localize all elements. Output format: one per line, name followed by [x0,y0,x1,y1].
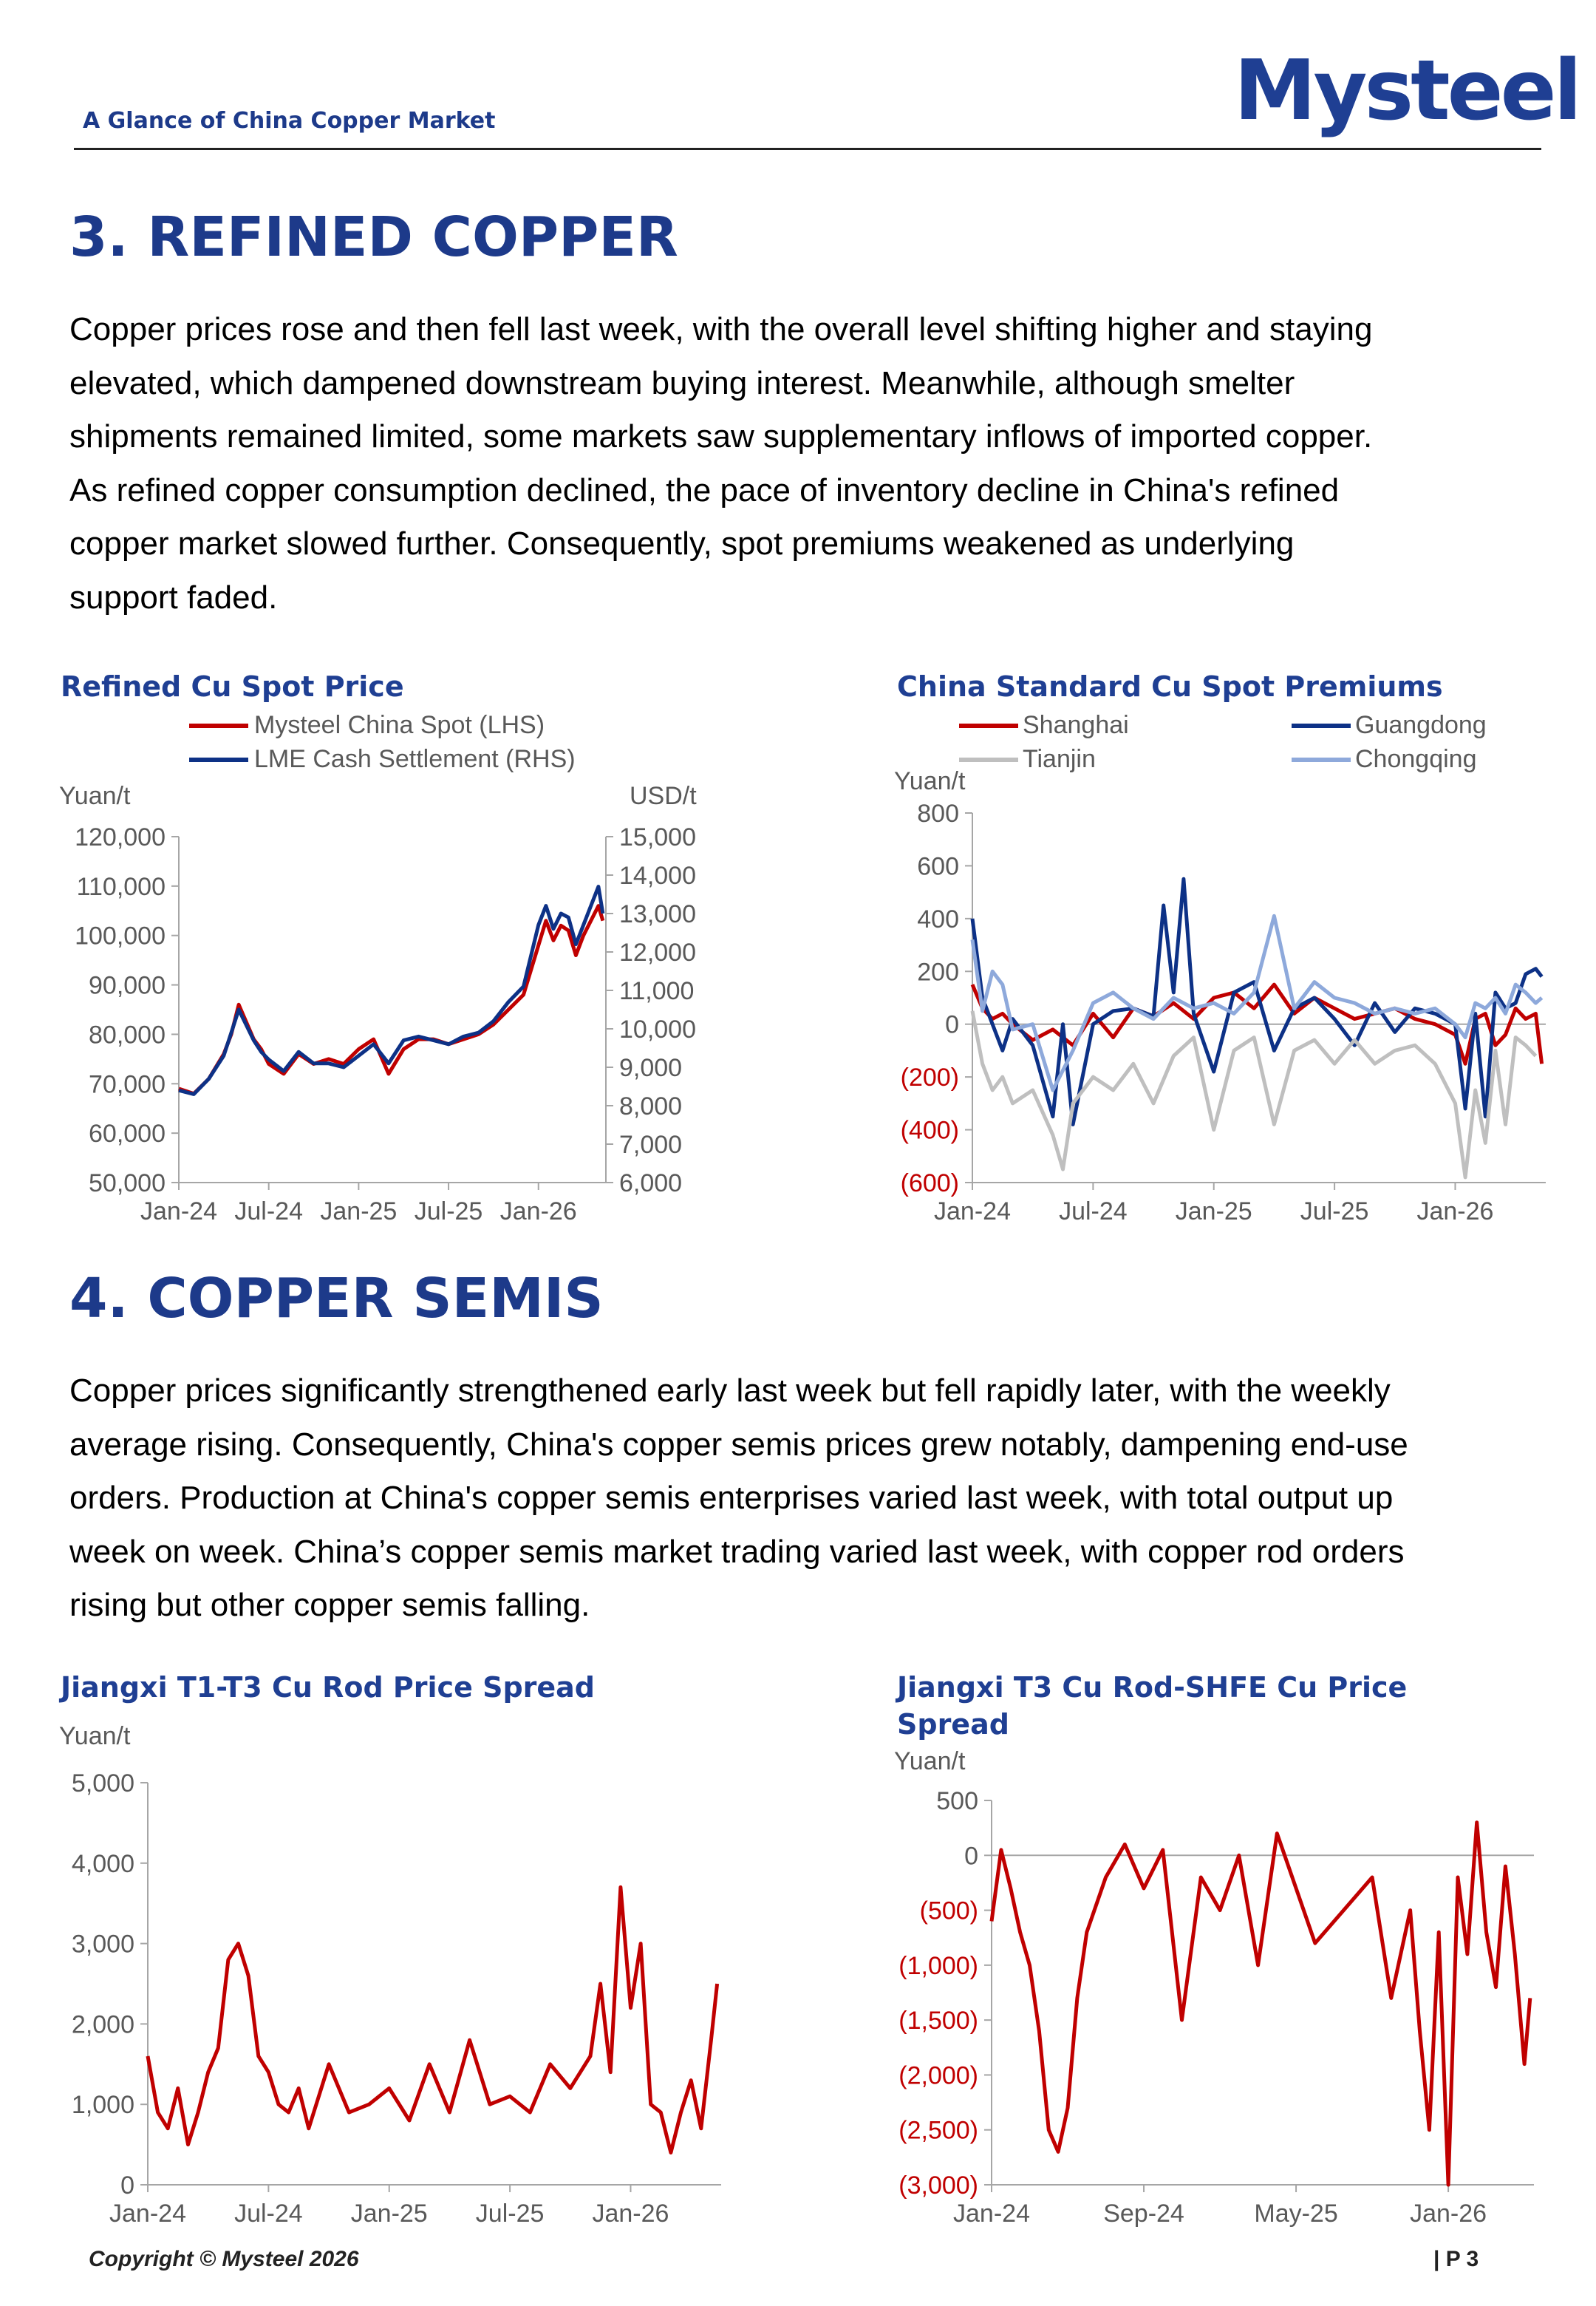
y-tick-label: 90,000 [89,971,166,1000]
header-divider [74,148,1541,150]
series-line-mysteel-china-spot-lhs [179,906,603,1094]
series-line-spread [992,1823,1530,2185]
y-tick-label: (1,000) [898,1951,978,1980]
paragraph-line: As refined copper consumption declined, the pace of inventory decline in China's refined [69,472,1340,509]
y-unit: Yuan/t [59,1722,131,1750]
report-title: A Glance of China Copper Market [83,108,496,134]
paragraph-line: copper market slowed further. Consequently, spot premiums weakened as underlying [69,526,1295,562]
y-tick-label: (200) [900,1064,959,1092]
copyright: Copyright © Mysteel 2026 [89,2247,359,2271]
y-tick-label: 2,000 [71,2010,134,2039]
y-tick-label: 110,000 [76,872,166,901]
y-tick-label: 800 [917,800,959,828]
y-right-tick-label: 14,000 [619,862,696,890]
y-right-tick-label: 6,000 [619,1169,683,1197]
page-number: | P 3 [1433,2247,1479,2271]
plot-area [901,800,1546,1225]
y-tick-label: (400) [900,1116,959,1145]
paragraph-line: Copper prices significantly strengthened early last week but fell rapidly later, with the weekly [69,1373,1391,1409]
chart-refined-cu-spot-price [0,695,798,1234]
legend-label-mysteel: Mysteel China Spot (LHS) [254,711,545,739]
x-tick-label: Jan-24 [109,2200,186,2228]
paragraph-line: Copper prices rose and then fell last week, with the overall level shifting higher and staying [69,311,1373,347]
y-tick-label: 100,000 [75,922,166,950]
x-tick-label: Jul-24 [234,1197,303,1225]
y-right-tick-label: 10,000 [619,1016,696,1044]
x-tick-label: Jan-24 [953,2200,1030,2228]
x-tick-label: Jan-25 [350,2200,428,2228]
x-tick-label: Jan-25 [320,1197,398,1225]
y-right-tick-label: 13,000 [619,900,696,928]
y-tick-label: 60,000 [89,1120,166,1149]
x-tick-label: May-25 [1254,2200,1338,2228]
legend [189,711,576,773]
y-tick-label: (500) [919,1897,978,1925]
legend-label-tianjin: Tianjin [1023,745,1096,773]
y-right-tick-label: 12,000 [619,939,696,967]
y-right-tick-label: 11,000 [619,977,695,1005]
x-tick-label: Jan-26 [1410,2200,1487,2228]
paragraph-line: average rising. Consequently, China's copper semis prices grew notably, dampening end-use [69,1426,1408,1463]
x-tick-label: Jan-24 [140,1197,217,1225]
chart-title-t1-t3-spread: Jiangxi T1-T3 Cu Rod Price Spread [61,1671,596,1704]
legend [959,711,1487,773]
y-tick-label: (2,500) [898,2116,978,2145]
paragraph-line: elevated, which dampened downstream buying interest. Meanwhile, although smelter [69,364,1295,401]
y-tick-label: 4,000 [71,1849,134,1878]
y-tick-label: (2,000) [898,2061,978,2090]
chart-t3-shfe-spread [798,1707,1596,2239]
x-tick-label: Jan-26 [499,1197,577,1225]
y-tick-label: 600 [917,852,959,881]
series-line-spread [148,1887,717,2152]
paragraph-line: shipments remained limited, some markets saw supplementary inflows of imported copper. [69,418,1373,455]
x-tick-label: Jul-25 [475,2200,545,2228]
y-tick-label: (1,500) [898,2007,978,2035]
legend-label-shanghai: Shanghai [1023,711,1129,739]
section-4-paragraph [69,1364,1535,1633]
chart-title-refined-cu-spot-price: Refined Cu Spot Price [61,670,404,703]
y-right-tick-label: 8,000 [619,1092,683,1120]
plot-area [898,1787,1534,2228]
y-tick-label: 0 [945,1010,959,1039]
x-tick-label: Jan-26 [1416,1197,1494,1225]
y-right-tick-label: 7,000 [619,1131,683,1159]
x-tick-label: Jul-25 [1300,1197,1369,1225]
y-tick-label: 400 [917,905,959,933]
plot-area [72,1769,721,2228]
chart-title-spot-premiums: China Standard Cu Spot Premiums [897,670,1443,703]
paragraph-line: support faded. [69,579,278,616]
y-tick-label: 80,000 [89,1021,166,1050]
mysteel-logo: Mysteel [1234,43,1579,139]
y-left-unit: Yuan/t [59,782,131,810]
y-tick-label: 3,000 [71,1930,134,1959]
legend-label-chongqing: Chongqing [1355,745,1477,773]
paragraph-line: orders. Production at China's copper semis enterprises varied last week, with total output up [69,1480,1394,1516]
x-tick-label: Jul-24 [1059,1197,1128,1225]
y-tick-label: 120,000 [75,823,166,851]
y-unit: Yuan/t [894,767,966,795]
x-tick-label: Jan-26 [592,2200,669,2228]
x-tick-label: Jul-24 [234,2200,303,2228]
chart-title-t3-shfe-spread: Jiangxi T3 Cu Rod-SHFE Cu Price Spread [897,1671,1408,1741]
section-3-paragraph [69,303,1535,625]
y-tick-label: 200 [917,958,959,987]
y-tick-label: 500 [936,1787,978,1815]
paragraph-line: week on week. China’s copper semis market trading varied last week, with copper rod orders [69,1533,1405,1570]
series-line-guangdong [972,879,1542,1124]
x-tick-label: Jul-25 [414,1197,483,1225]
section-4-title: 4. COPPER SEMIS [69,1267,604,1330]
y-tick-label: 70,000 [89,1070,166,1099]
x-tick-label: Jan-25 [1175,1197,1252,1225]
section-3-title: 3. REFINED COPPER [69,205,678,269]
plot-area [75,823,696,1225]
y-tick-label: 0 [964,1842,978,1871]
x-tick-label: Jan-24 [934,1197,1011,1225]
y-tick-label: 50,000 [89,1169,166,1197]
y-tick-label: 5,000 [71,1769,134,1797]
legend-label-lme: LME Cash Settlement (RHS) [254,745,576,773]
y-tick-label: (600) [900,1169,959,1197]
y-tick-label: 0 [120,2171,134,2200]
series-line-lme-cash-settlement-rhs [179,887,603,1095]
chart-t1-t3-spread [0,1707,798,2239]
y-right-unit: USD/t [630,782,697,810]
y-right-tick-label: 9,000 [619,1054,683,1082]
y-unit: Yuan/t [894,1747,966,1775]
x-tick-label: Sep-24 [1103,2200,1184,2228]
chart-spot-premiums [798,695,1596,1234]
paragraph-line: rising but other copper semis falling. [69,1587,590,1623]
y-right-tick-label: 15,000 [619,823,696,851]
y-tick-label: (3,000) [898,2171,978,2200]
legend-label-guangdong: Guangdong [1355,711,1487,739]
y-tick-label: 1,000 [71,2091,134,2120]
